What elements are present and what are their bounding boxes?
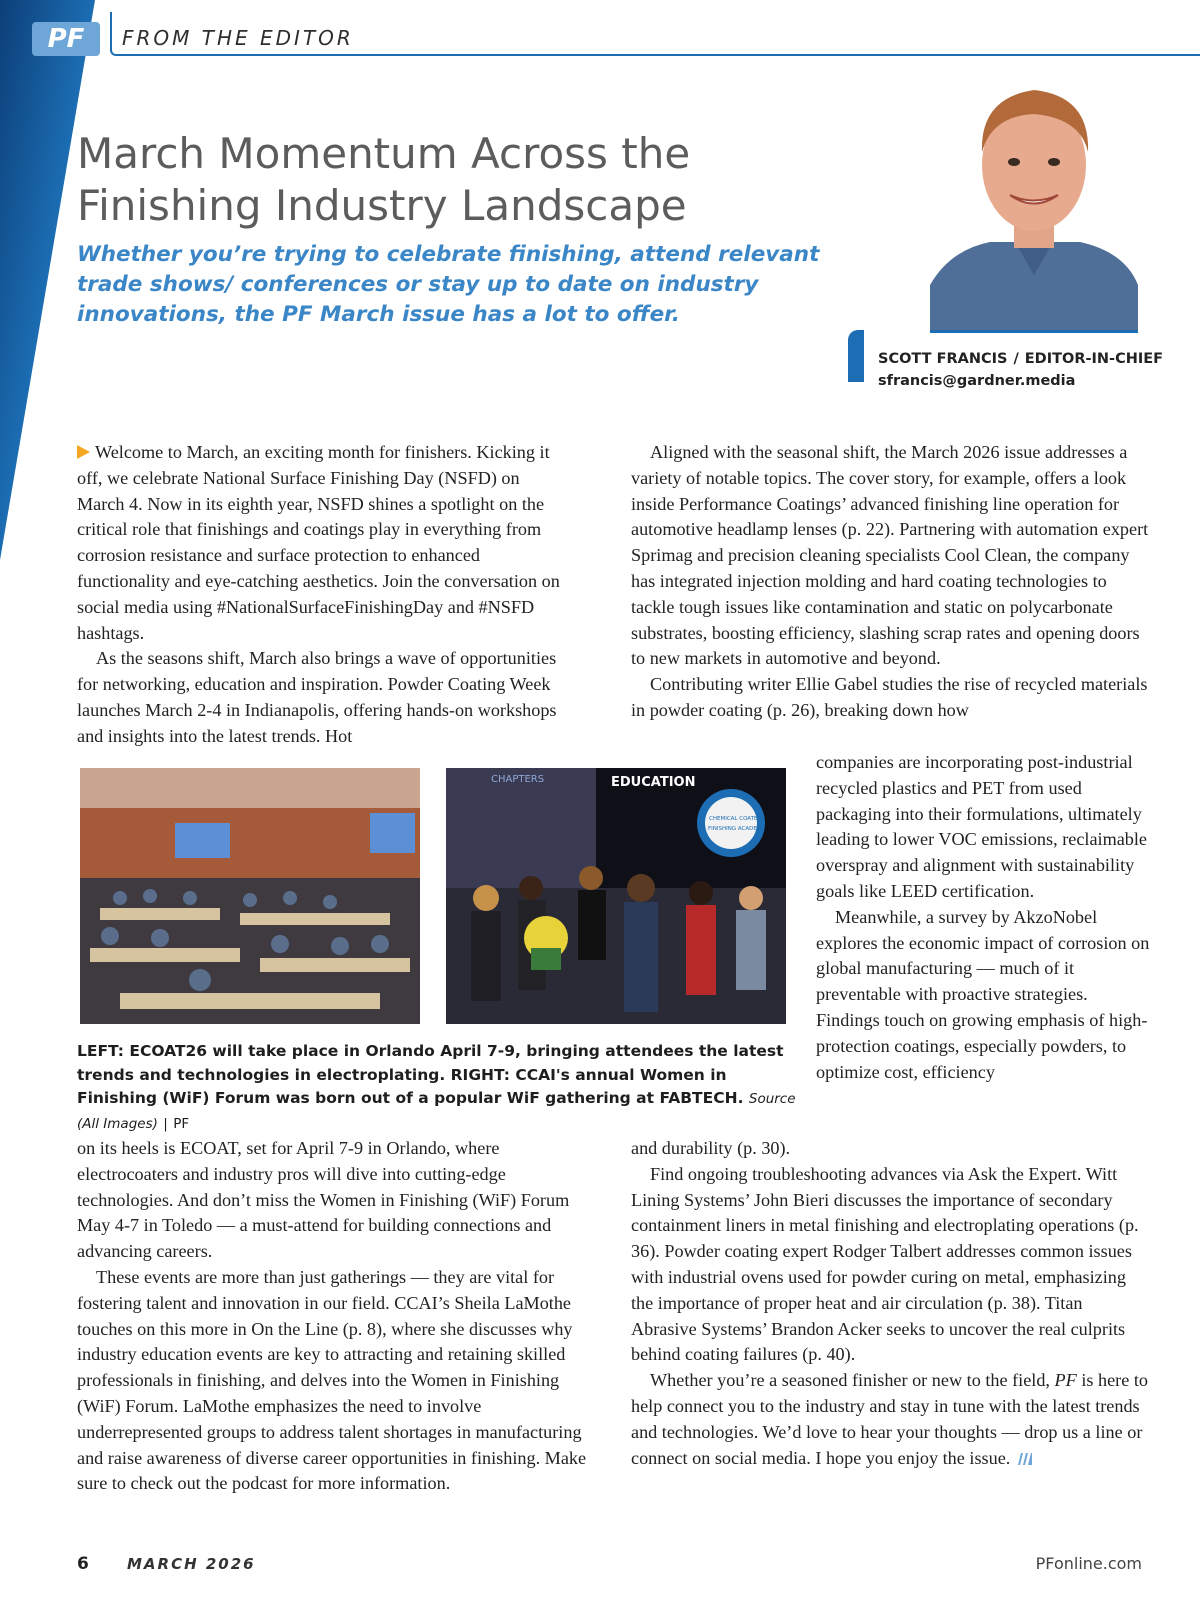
photo-sign-chapters: CHAPTERS xyxy=(491,774,545,785)
section-label: FROM THE EDITOR xyxy=(122,26,354,50)
paragraph: Find ongoing troubleshooting advances via Ask the Expert. Witt Lining Systems’ John Bieri discusses the importance of secondary containment liners in metal finishing and electroplating operations (p. 36). Powder coating expert Rodger Talbert addresses common issues with industrial ovens used for powder curing on metal, emphasizing the importance of proper heat and air circulation (p. 38). Titan Abrasive Systems’ Brandon Acker seeks to uncover the real culprits behind coating failures (p. 40). xyxy=(631,1163,1139,1365)
paragraph: As the seasons shift, March also brings a wave of opportunities for networking, education and inspiration. Powder Coating Week launches March 2-4 in Indianapolis, offering hands-on workshops and insights into the latest trends. Hot xyxy=(77,648,557,746)
caption-source: Source (All Images) xyxy=(77,1091,796,1132)
ecoat-conference-photo xyxy=(80,768,420,1024)
caption-divider: | xyxy=(163,1115,168,1132)
photo-logo-line-1: CHEMICAL COATERS xyxy=(709,816,765,822)
website-link[interactable]: PFonline.com xyxy=(1035,1554,1142,1573)
photo-caption xyxy=(77,1040,797,1136)
editor-name: SCOTT FRANCIS xyxy=(878,351,1008,367)
paragraph: Aligned with the seasonal shift, the March 2026 issue addresses a variety of notable topics. The cover story, for example, offers a look inside Performance Coatings’ advanced finishing line operation for automotive headlamp lenses (p. 22). Partnering with automation expert Sprimag and precision cleaning specialists Cool Clean, the company has integrated injection molding and hard coating technologies to tackle tough issues like contamination and static on polycarbonate substrates, boosting efficiency, slashing scrap rates and opening doors to new markets in automotive and beyond. xyxy=(631,442,1149,669)
end-mark-icon xyxy=(1016,1453,1032,1465)
photo-logo-line-2: FINISHING ACADEMY xyxy=(708,826,765,832)
editor-portrait xyxy=(930,60,1138,333)
byline-separator: / xyxy=(1013,351,1019,367)
wif-forum-photo xyxy=(446,768,786,1024)
body-column-2-top xyxy=(631,440,1151,724)
closing-paragraph: Whether you’re a seasoned finisher or new to the field, PF is here to help connect you to the industry and stay in tune with the latest trends and technologies. We’d love to hear your thoughts — drop us a line or connect on social media. I hope you enjoy the issue. xyxy=(631,1370,1148,1468)
body-column-1-top xyxy=(77,440,571,750)
body-column-2-bottom xyxy=(631,1136,1151,1471)
paragraph: on its heels is ECOAT, set for April 7-9 in Orlando, where electrocoaters and industry pros will dive into cutting-edge technologies. And don’t miss the Women in Finishing (WiF) Forum May 4-7 in Toledo — a must-attend for building connections and advancing careers. xyxy=(77,1138,570,1262)
article-deck: Whether you’re trying to celebrate finishing, attend relevant trade shows/ conferences or stay up to date on industry innovations, the PF March issue has a lot to offer. xyxy=(77,242,820,327)
pf-logo-badge: PF xyxy=(32,22,100,56)
editor-email[interactable]: sfrancis@gardner.media xyxy=(878,373,1076,389)
article-title: March Momentum Across the Finishing Industry Landscape xyxy=(77,129,691,230)
paragraph: Welcome to March, an exciting month for finishers. Kicking it off, we celebrate National Surface Finishing Day (NSFD) on March 4. Now in its eighth year, NSFD shines a spotlight on the critical role that finishings and coatings play in everything from corrosion resistance and surface protection to enhanced functionality and eye-catching aesthetics. Join the conversation on social media using #NationalSurfaceFinishingDay and #NSFD hashtags. xyxy=(77,442,560,643)
body-column-2-middle xyxy=(816,750,1152,1085)
issue-date: MARCH 2026 xyxy=(127,1555,256,1573)
paragraph: companies are incorporating post-industrial recycled plastics and PET from used packaging into their formulations, ultimately leading to lower VOC emissions, reclaimable overspray and alignment with sustainability goals like LEED certification. xyxy=(816,752,1148,901)
paragraph: and durability (p. 30). xyxy=(631,1138,791,1158)
caption-text: LEFT: ECOAT26 will take place in Orlando April 7-9, bringing attendees the latest trends and technologies in electroplating. RIGHT: CCAI's annual Women in Finishing (WiF) Forum was born out of a popular WiF gathering at FABTECH. xyxy=(77,1042,784,1107)
editor-role: EDITOR-IN-CHIEF xyxy=(1024,351,1164,367)
triangle-bullet-icon xyxy=(77,445,90,459)
editor-byline xyxy=(878,348,1163,392)
body-column-1-bottom xyxy=(77,1136,593,1497)
paragraph: These events are more than just gatherings — they are vital for fostering talent and innovation in our field. CCAI’s Sheila LaMothe touches on this more in On the Line (p. 8), where she discusses why industry education events are key to attracting and retaining skilled professionals in finishing, and delves into the Women in Finishing (WiF) Forum. LaMothe emphasizes the need to involve underrepresented groups to address talent shortages in manufacturing and raise awareness of diverse career opportunities in finishing. Make sure to check out the podcast for more information. xyxy=(77,1266,587,1494)
paragraph: Contributing writer Ellie Gabel studies the rise of recycled materials in powder coating (p. 26), breaking down how xyxy=(631,674,1148,720)
paragraph: Meanwhile, a survey by AkzoNobel explores the economic impact of corrosion on global manufacturing — much of it preventable with proactive strategies. Findings touch on growing emphasis of high-protection coatings, especially powders, to optimize cost, efficiency xyxy=(816,906,1150,1082)
caption-credit: PF xyxy=(173,1115,190,1132)
photo-sign-education: EDUCATION xyxy=(611,775,696,790)
page-number: 6 xyxy=(77,1554,89,1574)
byline-accent-bar xyxy=(848,330,864,382)
